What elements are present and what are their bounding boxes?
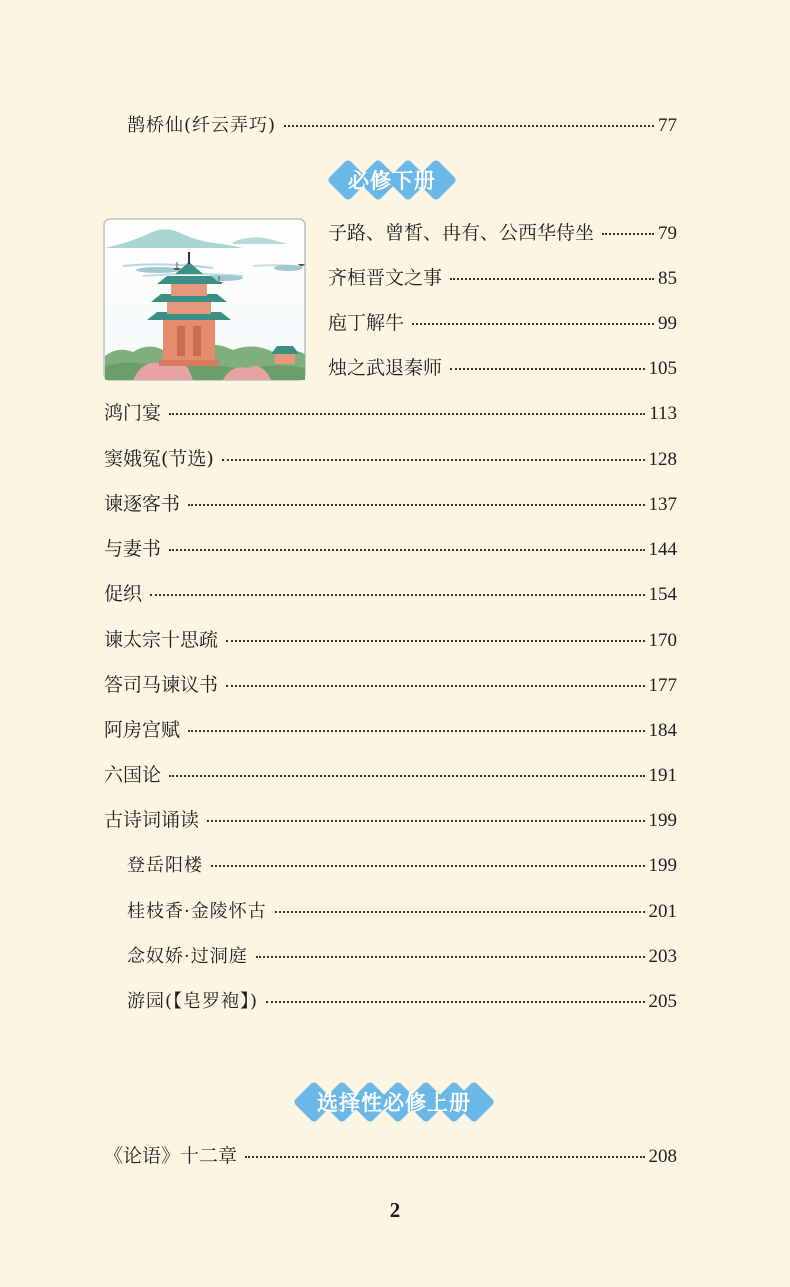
toc-entry-page: 199 bbox=[648, 810, 677, 831]
toc-entry-title: 桂枝香·金陵怀古 bbox=[127, 901, 267, 922]
toc-entry-title: 鸿门宴 bbox=[104, 402, 162, 424]
toc-entry-page: 79 bbox=[658, 223, 677, 244]
toc-entry[interactable] bbox=[104, 540, 677, 559]
toc-entry-page: 113 bbox=[649, 403, 677, 424]
dot-leader bbox=[266, 1001, 644, 1003]
toc-entry-title: 《论语》十二章 bbox=[104, 1145, 238, 1167]
toc-entry-page: 191 bbox=[648, 765, 677, 786]
toc-entry-page: 105 bbox=[648, 358, 677, 379]
page-number: 2 bbox=[389, 1198, 401, 1222]
toc-entry-title: 鹊桥仙(纤云弄巧) bbox=[127, 115, 277, 136]
toc-entry[interactable] bbox=[104, 676, 677, 695]
toc-entry-page: 77 bbox=[658, 115, 677, 136]
toc-entry-page: 154 bbox=[648, 584, 677, 605]
dot-leader bbox=[256, 956, 645, 958]
toc-entry-page: 128 bbox=[648, 449, 677, 470]
toc-entry-page: 177 bbox=[648, 675, 677, 696]
toc-entry-page: 170 bbox=[648, 630, 677, 651]
toc-entry-title: 庖丁解牛 bbox=[328, 312, 405, 334]
toc-entry-title: 与妻书 bbox=[104, 538, 162, 560]
dot-leader bbox=[188, 730, 644, 732]
toc-entry[interactable] bbox=[104, 811, 677, 830]
toc-entry-page: 203 bbox=[648, 946, 677, 967]
toc-entry-title: 促织 bbox=[104, 583, 143, 605]
dot-leader bbox=[150, 594, 644, 596]
section-banner-xuanze-bixiu-shangce bbox=[296, 1082, 492, 1122]
toc-entry[interactable] bbox=[328, 359, 677, 378]
toc-entry[interactable] bbox=[104, 450, 677, 469]
toc-entry-page: 208 bbox=[648, 1146, 677, 1167]
toc-entry[interactable] bbox=[104, 721, 677, 740]
dot-leader bbox=[245, 1156, 644, 1158]
toc-entry-title: 登岳阳楼 bbox=[127, 855, 203, 876]
toc-entry-title: 谏逐客书 bbox=[104, 493, 181, 515]
toc-sub-entry[interactable] bbox=[127, 856, 677, 875]
toc-entry-title: 游园(【皂罗袍】) bbox=[127, 991, 259, 1012]
toc-entry[interactable] bbox=[104, 495, 677, 514]
dot-leader bbox=[211, 865, 645, 867]
toc-entry-page: 144 bbox=[648, 539, 677, 560]
toc-entry-page: 201 bbox=[648, 901, 677, 922]
toc-entry-page: 99 bbox=[658, 313, 677, 334]
toc-sub-entry[interactable] bbox=[127, 902, 677, 921]
dot-leader bbox=[275, 911, 645, 913]
toc-entry-title: 烛之武退秦师 bbox=[328, 357, 443, 379]
toc-entry-title: 谏太宗十思疏 bbox=[104, 629, 219, 651]
dot-leader bbox=[226, 640, 644, 642]
dot-leader bbox=[222, 459, 645, 461]
toc-entry-title: 阿房宫赋 bbox=[104, 719, 181, 741]
toc-entry-page: 85 bbox=[658, 268, 677, 289]
toc-entry[interactable] bbox=[328, 224, 677, 243]
toc-entry[interactable] bbox=[104, 1147, 677, 1166]
toc-entry-title: 六国论 bbox=[104, 764, 162, 786]
toc-entry[interactable] bbox=[328, 269, 677, 288]
toc-entry[interactable] bbox=[104, 585, 677, 604]
toc-entry[interactable] bbox=[104, 766, 677, 785]
toc-entry-page: 184 bbox=[648, 720, 677, 741]
toc-entry-title: 念奴娇·过洞庭 bbox=[127, 946, 248, 967]
section-banner-label: 必修下册 bbox=[348, 169, 436, 193]
toc-entry-title: 古诗词诵读 bbox=[104, 809, 200, 831]
dot-leader bbox=[602, 233, 654, 235]
toc-entry[interactable] bbox=[328, 314, 677, 333]
toc-entry-page: 205 bbox=[648, 991, 677, 1012]
dot-leader bbox=[450, 278, 654, 280]
toc-entry[interactable] bbox=[104, 631, 677, 650]
dot-leader bbox=[450, 368, 644, 370]
toc-entry[interactable] bbox=[104, 404, 677, 423]
dot-leader bbox=[412, 323, 654, 325]
dot-leader bbox=[284, 125, 654, 127]
toc-entry[interactable] bbox=[127, 116, 677, 135]
dot-leader bbox=[169, 549, 644, 551]
toc-sub-entry[interactable] bbox=[127, 947, 677, 966]
section-banner-bixiu-xiace bbox=[330, 160, 454, 200]
toc-entry-title: 答司马谏议书 bbox=[104, 674, 219, 696]
dot-leader bbox=[169, 775, 644, 777]
toc-sub-entry[interactable] bbox=[127, 992, 677, 1011]
toc-entry-title: 窦娥冤(节选) bbox=[104, 448, 214, 470]
dot-leader bbox=[207, 820, 644, 822]
dot-leader bbox=[169, 413, 645, 415]
toc-entry-page: 199 bbox=[648, 855, 677, 876]
toc-entry-page: 137 bbox=[648, 494, 677, 515]
pagoda-landscape-illustration bbox=[103, 218, 306, 381]
toc-entry-title: 子路、曾皙、冉有、公西华侍坐 bbox=[328, 222, 595, 244]
toc-entry-title: 齐桓晋文之事 bbox=[328, 267, 443, 289]
dot-leader bbox=[226, 685, 644, 687]
section-banner-label: 选择性必修上册 bbox=[317, 1091, 471, 1115]
dot-leader bbox=[188, 504, 644, 506]
